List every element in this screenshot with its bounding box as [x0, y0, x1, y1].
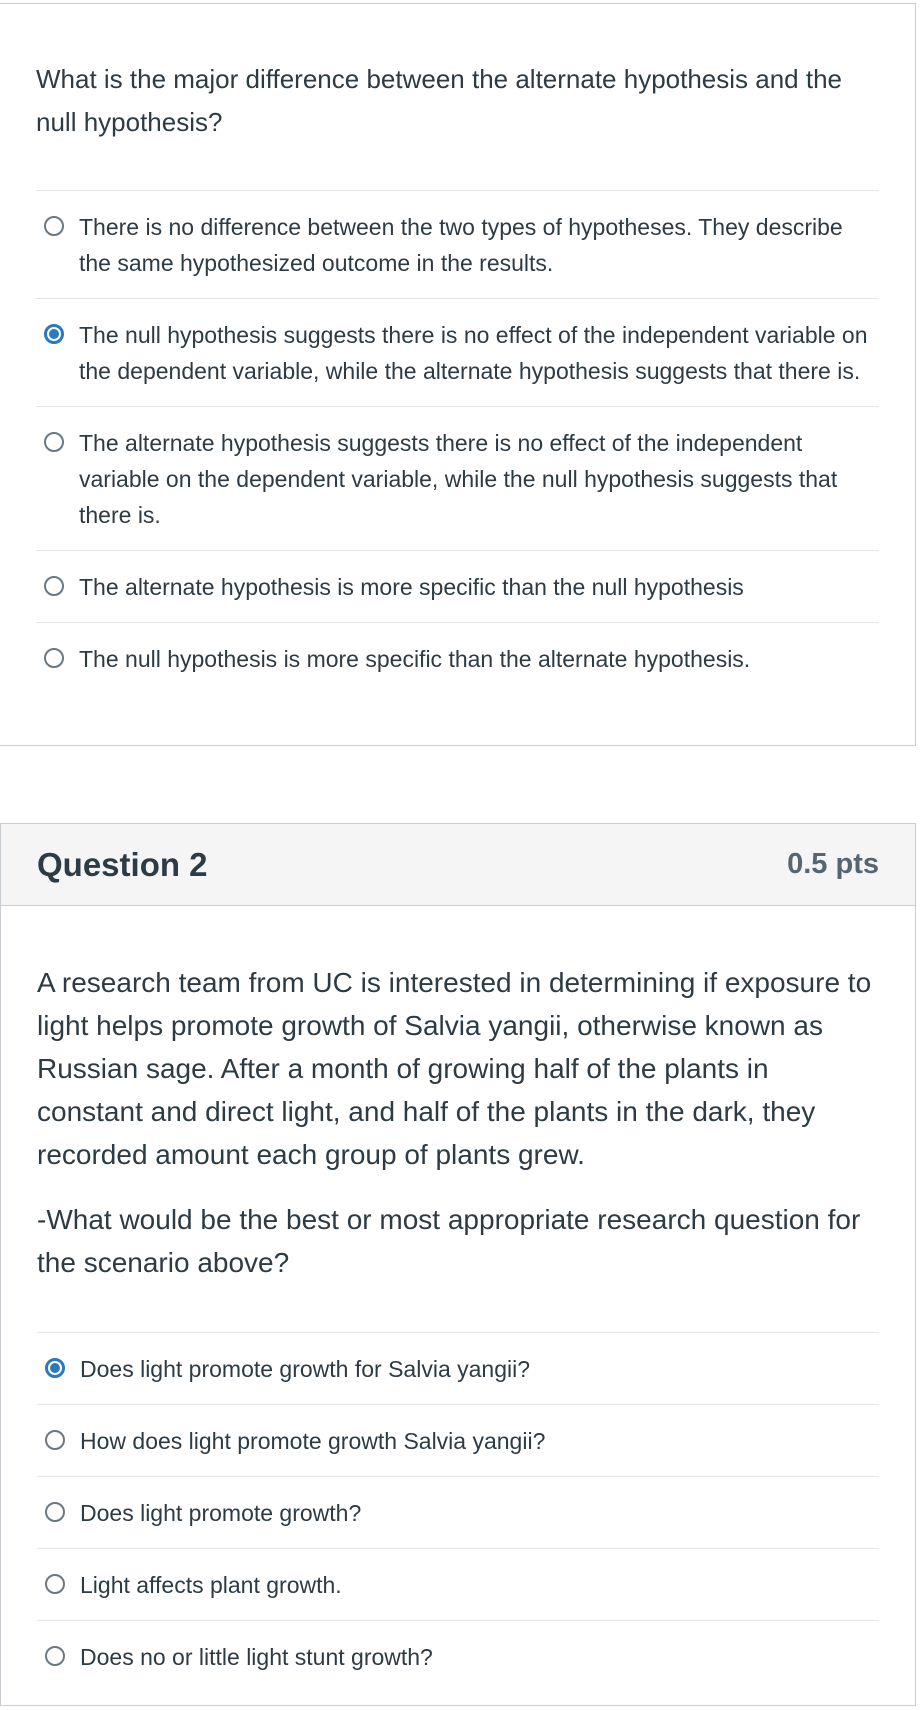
radio-button-icon[interactable]	[45, 1574, 65, 1594]
question-title: Question 2	[37, 845, 208, 883]
question-2-header	[1, 824, 915, 906]
radio-button-icon[interactable]	[44, 432, 64, 452]
question-2-prompt: -What would be the best or most appropriate research question for the scenario above?	[37, 1204, 861, 1278]
question-1-card	[0, 3, 916, 746]
question-2-answer-5[interactable]	[37, 1621, 879, 1692]
answer-label: Light affects plant growth.	[80, 1572, 342, 1598]
answer-label: Does light promote growth for Salvia yangii?	[80, 1356, 531, 1382]
question-2-answer-4[interactable]	[37, 1549, 879, 1621]
answer-label: There is no difference between the two types of hypotheses. They describe the same hypothesized outcome in the results.	[79, 214, 843, 276]
question-2-answer-2[interactable]	[37, 1405, 879, 1477]
radio-button-icon[interactable]	[45, 1502, 65, 1522]
question-1-answer-2[interactable]	[36, 299, 879, 407]
radio-button-selected-icon[interactable]	[44, 324, 64, 344]
answer-label: The alternate hypothesis is more specific than the null hypothesis	[79, 574, 744, 600]
answer-label: Does no or little light stunt growth?	[80, 1644, 433, 1670]
answer-label: Does light promote growth?	[80, 1500, 362, 1526]
question-points: 0.5 pts	[787, 848, 879, 880]
question-2-body	[1, 906, 915, 1692]
question-1-answer-1[interactable]	[36, 191, 879, 299]
question-1-text: What is the major difference between the alternate hypothesis and the null hypothesis?	[36, 64, 843, 137]
question-2-card	[0, 823, 916, 1706]
question-2-text: A research team from UC is interested in determining if exposure to light helps promote growth of Salvia yangii, otherwise known as Russian sage. After a month of growing half of the plants in constant and direct light, and half of the plants in the dark, they recorded amount each group of plants grew.	[37, 967, 872, 1170]
question-1-answer-5[interactable]	[36, 623, 879, 694]
radio-button-selected-icon[interactable]	[45, 1358, 65, 1378]
radio-button-icon[interactable]	[45, 1430, 65, 1450]
answer-label: The alternate hypothesis suggests there is no effect of the independent variable on the dependent variable, while the null hypothesis suggests that there is.	[79, 430, 838, 528]
answer-label: The null hypothesis suggests there is no effect of the independent variable on the dependent variable, while the alternate hypothesis suggests that there is.	[79, 322, 868, 384]
question-2-answers	[37, 1332, 879, 1692]
answer-label: The null hypothesis is more specific than the alternate hypothesis.	[79, 646, 751, 672]
radio-button-icon[interactable]	[45, 1646, 65, 1666]
question-2-answer-1[interactable]	[37, 1333, 879, 1405]
radio-button-icon[interactable]	[44, 648, 64, 668]
question-1-body	[0, 4, 915, 694]
question-2-answer-3[interactable]	[37, 1477, 879, 1549]
answer-label: How does light promote growth Salvia yangii?	[80, 1428, 546, 1454]
question-1-answer-3[interactable]	[36, 407, 879, 551]
radio-button-icon[interactable]	[44, 576, 64, 596]
radio-button-icon[interactable]	[44, 216, 64, 236]
question-1-answers	[36, 190, 879, 694]
question-1-answer-4[interactable]	[36, 551, 879, 623]
